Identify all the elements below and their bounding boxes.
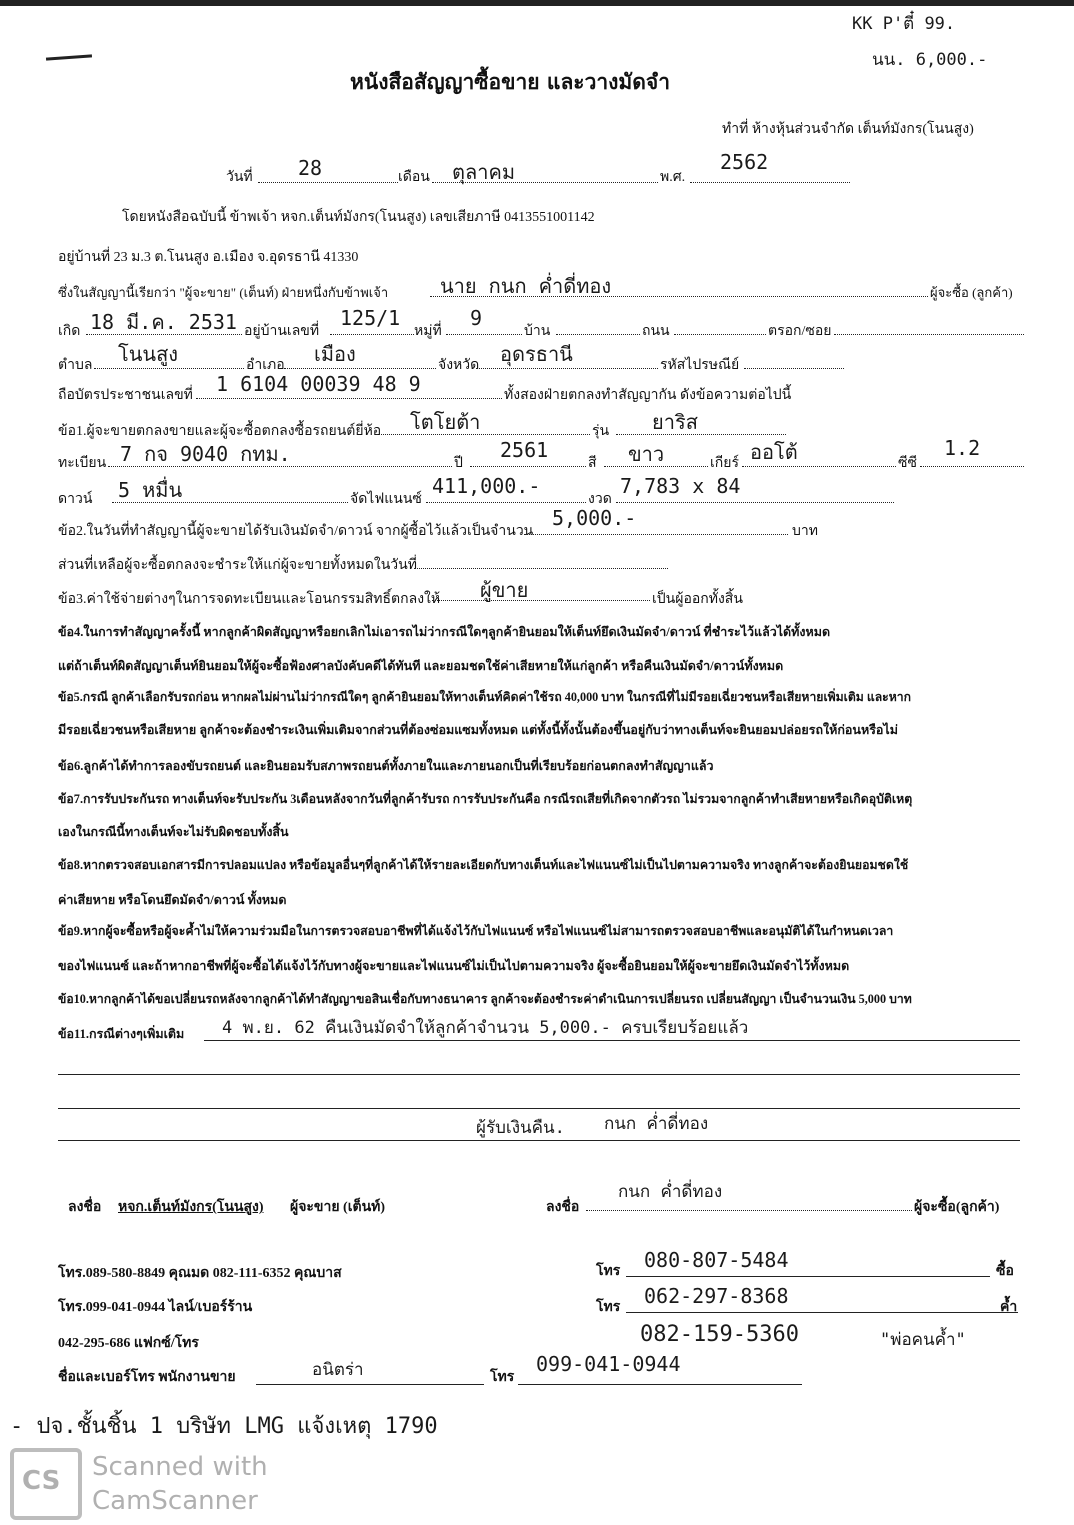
month-value: ตุลาคม bbox=[452, 160, 516, 184]
clause-line: ข้อ10.หากลูกค้าได้ขอเปลี่ยนรถหลังจากลูกค้าได้ทำสัญญาขอสินเชื่อกับทางธนาคาร ลูกค้าจะต้องชำระค่าดำเนินการเปลี่ยนรถ เปลี่ยนสัญญา เป็นจำนวนเงิน 5,000 บาท bbox=[58, 992, 912, 1006]
buyer-signature: กนก ค่ำดี่ทอง bbox=[618, 1182, 723, 1202]
car-install: 7,783 x 84 bbox=[620, 474, 741, 498]
contact-line-2: โทร.099-041-0944 ไลน์/เบอร์ร้าน bbox=[58, 1300, 253, 1315]
color-label: สี bbox=[588, 456, 597, 471]
extra-tel-note: "พ่อคนค้ำ" bbox=[880, 1330, 966, 1350]
buyer-role-label: ผู้จะซื้อ (ลูกค้า) bbox=[930, 285, 1013, 300]
camscanner-logo-icon bbox=[10, 1448, 82, 1520]
idcard-number: 1 6104 00039 48 9 bbox=[216, 372, 421, 396]
amphoe-value: เมือง bbox=[314, 342, 356, 366]
party-label: ซึ่งในสัญญานี้เรียกว่า "ผู้จะขาย" (เต็นท์) ฝ่ายหนึ่งกับข้าพเจ้า bbox=[58, 285, 389, 300]
contact-line-3: 042-295-686 แฟกซ์/โทร bbox=[58, 1336, 199, 1351]
tambon-label: ตำบล bbox=[58, 358, 93, 373]
car-brand: โตโยต้า bbox=[410, 410, 481, 434]
house-label: อยู่บ้านเลขที่ bbox=[244, 324, 320, 339]
car-cc: 1.2 bbox=[944, 436, 981, 460]
extra-tel: 082-159-5360 bbox=[640, 1322, 799, 1347]
clause11-label: ข้อ11.กรณีต่างๆเพิ่มเติม bbox=[58, 1027, 185, 1041]
install-label: งวด bbox=[588, 492, 612, 507]
clause-line: ของไฟแนนซ์ และถ้าหากอาชีพที่ผู้จะซื้อได้แจ้งไว้กับทางผู้จะขายและไฟแนนซ์ไม่เป็นไปตามความจริง ผู้จะซื้อยินยอมให้ผู้จะขายยึดเงินมัดจำไว้ทั้งหมด bbox=[58, 959, 850, 973]
moo-label: หมู่ที่ bbox=[414, 324, 442, 339]
zip-label: รหัสไปรษณีย์ bbox=[660, 358, 740, 373]
buyer-name: นาย กนก ค่ำดี่ทอง bbox=[440, 274, 612, 298]
car-gear: ออโต้ bbox=[750, 440, 798, 464]
year-label-car: ปี bbox=[454, 456, 463, 471]
gear-label: เกียร์ bbox=[710, 456, 739, 471]
idcard-label: ถือบัตรประชาชนเลขที่ bbox=[58, 388, 193, 403]
buyer-tel: 080-807-5484 bbox=[644, 1248, 789, 1272]
salesperson-tel-label: โทร bbox=[490, 1370, 515, 1385]
clause-line: ข้อ7.การรับประกันรถ ทางเต็นท์จะรับประกัน 3เดือนหลังจากวันที่ลูกค้ารับรถ การรับประกันคือ กรณีรถเสียที่เกิดจากตัวรถ ไม่รวมจากลูกค้าทำเสียหายหรือเกิดอุบัติเหตุ bbox=[58, 792, 913, 806]
place-text: ทำที่ ห้างหุ้นส่วนจำกัด เต็นท์มังกร(โนนสูง) bbox=[722, 122, 974, 137]
clause-line: เองในกรณีนี้ทางเต็นท์จะไม่รับผิดชอบทั้งสิ้น bbox=[58, 825, 289, 839]
deposit-amount: 5,000.- bbox=[552, 506, 637, 530]
guar-tel: 062-297-8368 bbox=[644, 1284, 789, 1308]
clause-line: ค่าเสียหาย หรือโดนยึดมัดจำ/ดาวน์ ทั้งหมด bbox=[58, 893, 287, 907]
deposit-unit: บาท bbox=[792, 524, 818, 539]
clause-line: ข้อ8.หากตรวจสอบเอกสารมีการปลอมแปลง หรือข้อมูลอื่นๆที่ลูกค้าได้ให้รายละเอียดกับทางเต็นท์และไฟแนนซ์ไม่เป็นไปตามความจริง ทางลูกค้าจะต้องยินยอมชดใช้ bbox=[58, 858, 909, 872]
clause-line: ข้อ4.ในการทำสัญญาครั้งนี้ หากลูกค้าผิดสัญญาหรือยกเลิกไม่เอารถไม่ว่ากรณีใดๆลูกค้ายินยอมให้เต็นท์ยึดเงินมัดจำ/ดาวน์ ที่ชำระไว้แล้วได้ทั้งหมด bbox=[58, 625, 831, 639]
born-value: 18 มี.ค. 2531 bbox=[90, 310, 237, 334]
cc-label: ซีซี bbox=[898, 456, 918, 471]
finance-label: จัดไฟแนนซ์ bbox=[350, 492, 422, 507]
car-color: ขาว bbox=[628, 442, 665, 466]
scan-edge-mark bbox=[0, 0, 1074, 6]
corner-note-1: KK P'ตี๋ 99. bbox=[852, 14, 956, 34]
amphoe-label: อำเภอ bbox=[246, 358, 285, 373]
seller-sign-name: หจก.เต็นท์มังกร(โนนสูง) bbox=[118, 1200, 264, 1215]
document-title: หนังสือสัญญาซื้อขาย และวางมัดจำ bbox=[350, 69, 671, 94]
moo-value: 9 bbox=[470, 306, 483, 330]
bottom-note: - ปจ.ชั้นชิ้น 1 บริษัท LMG แจ้งเหตุ 1790 bbox=[10, 1414, 438, 1439]
corner-note-2: นน. 6,000.- bbox=[872, 50, 988, 70]
car-plate: 7 กจ 9040 กทม. bbox=[120, 442, 291, 466]
salesperson-name: อนิตร่า bbox=[312, 1360, 364, 1380]
born-label: เกิด bbox=[58, 324, 81, 339]
car-down: 5 หมื่น bbox=[118, 478, 183, 502]
clause11-note: 4 พ.ย. 62 คืนเงินมัดจำให้ลูกค้าจำนวน 5,000.- ครบเรียบร้อยแล้ว bbox=[222, 1018, 749, 1038]
buyer-sign-label: ลงชื่อ bbox=[546, 1200, 580, 1215]
road-label: ถนน bbox=[642, 324, 670, 339]
clause2-text: ข้อ2.ในวันที่ทำสัญญานี้ผู้จะขายได้รับเงินมัดจำ/ดาวน์ จากผู้ซื้อไว้แล้วเป็นจำนวน bbox=[58, 524, 534, 539]
seller-sign-label: ลงชื่อ bbox=[68, 1200, 102, 1215]
province-value: อุดรธานี bbox=[500, 342, 573, 366]
buyer-tel-suffix: ซื้อ bbox=[996, 1264, 1014, 1279]
clause3-tail: เป็นผู้ออกทั้งสิ้น bbox=[652, 592, 743, 607]
plate-label: ทะเบียน bbox=[58, 456, 107, 471]
receiver-signature: กนก ค่ำดี่ทอง bbox=[604, 1114, 709, 1134]
car-model: ยาริส bbox=[652, 410, 698, 434]
dash-mark bbox=[46, 54, 92, 60]
buyer-role: ผู้จะซื้อ(ลูกค้า) bbox=[914, 1200, 1000, 1215]
village-label: บ้าน bbox=[524, 324, 551, 339]
clause-line: ข้อ5.กรณี ลูกค้าเลือกรับรถก่อน หากผลไม่ผ่านไม่ว่ากรณีใดๆ ลูกค้ายินยอมให้ทางเต็นท์คิดค่าใช้รถ 40,000 บาท ในกรณีที่ไม่มีรอยเฉี่ยวชนหรือเสียหายเพิ่มเติม และหาก bbox=[58, 690, 911, 704]
year-value: 2562 bbox=[720, 150, 769, 174]
clause-line: มีรอยเฉี่ยวชนหรือเสียหาย ลูกค้าจะต้องชำระเงินเพิ่มเติมจากส่วนที่ต้องซ่อมแซมทั้งหมด แต่ทั้งนี้ทั้งนั้นต้องขึ้นอยู่กับว่าทางเต็นท์จะยินยอมปล่อยรถให้ก่อนหรือไม่ bbox=[58, 723, 898, 737]
guar-tel-suffix: ค้ำ bbox=[1000, 1300, 1018, 1315]
day-label: วันที่ bbox=[226, 170, 253, 185]
intro-line-2: อยู่บ้านที่ 23 ม.3 ต.โนนสูง อ.เมือง จ.อุดรธานี 41330 bbox=[58, 250, 359, 265]
camscanner-logo-letters: CS bbox=[22, 1466, 61, 1496]
clause-line: ข้อ9.หากผู้จะซื้อหรือผู้จะค้ำไม่ให้ความร่วมมือในการตรวจสอบอาชีพที่ได้แจ้งไว้กับไฟแนนซ์ หรือไฟแนนซ์ไม่สามารถตรวจสอบอาชีพและอนุมัติได้ในกำหนดเวลา bbox=[58, 924, 894, 938]
clause3-text: ข้อ3.ค่าใช้จ่ายต่างๆในการจดทะเบียนและโอนกรรมสิทธิ์ตกลงให้ bbox=[58, 592, 441, 607]
seller-role: ผู้จะขาย (เต็นท์) bbox=[290, 1200, 386, 1215]
month-label: เดือน bbox=[398, 170, 430, 185]
receiver-label: ผู้รับเงินคืน. bbox=[476, 1118, 565, 1138]
down-label: ดาวน์ bbox=[58, 492, 93, 507]
soi-label: ตรอก/ซอย bbox=[768, 324, 832, 339]
model-label: รุ่น bbox=[592, 424, 610, 439]
year-label: พ.ศ. bbox=[660, 170, 686, 185]
clause-line: ข้อ6.ลูกค้าได้ทำการลองขับรถยนต์ และยินยอมรับสภาพรถยนต์ทั้งภายในและภายนอกเป็นที่เรียบร้อยก่อนตกลงทำสัญญาแล้ว bbox=[58, 759, 714, 773]
car-year: 2561 bbox=[500, 438, 549, 462]
contact-line-1: โทร.089-580-8849 คุณมด 082-111-6352 คุณบาส bbox=[58, 1266, 342, 1281]
watermark-line-1: Scanned with bbox=[92, 1452, 268, 1482]
watermark-line-2: CamScanner bbox=[92, 1486, 258, 1516]
idcard-tail: ทั้งสองฝ่ายตกลงทำสัญญากัน ดังข้อความต่อไปนี้ bbox=[504, 388, 792, 403]
salesperson-label: ชื่อและเบอร์โทร พนักงานขาย bbox=[58, 1370, 236, 1385]
clause1-text: ข้อ1.ผู้จะขายตกลงขายและผู้จะซื้อตกลงซื้อรถยนต์ยี่ห้อ bbox=[58, 424, 382, 439]
clause-line: แต่ถ้าเต็นท์ผิดสัญญาเต็นท์ยินยอมให้ผู้จะซื้อฟ้องศาลบังคับคดีได้ทันที และยอมชดใช้ค่าเสียหายให้แก่ลูกค้า หรือคืนเงินมัดจำ/ดาวน์ทั้งหมด bbox=[58, 659, 784, 673]
buyer-tel-label: โทร bbox=[596, 1264, 621, 1279]
day-value: 28 bbox=[298, 156, 323, 180]
tambon-value: โนนสูง bbox=[118, 342, 179, 366]
remain-text: ส่วนที่เหลือผู้จะซื้อตกลงจะชำระให้แก่ผู้จะขายทั้งหมดในวันที่ bbox=[58, 558, 417, 573]
intro-line-1: โดยหนังสือฉบับนี้ ข้าพเจ้า หจก.เต็นท์มังกร(โนนสูง) เลขเสียภาษี 0413551001142 bbox=[122, 210, 595, 225]
car-finance: 411,000.- bbox=[432, 474, 541, 498]
clause3-who: ผู้ขาย bbox=[480, 578, 529, 602]
guar-tel-label: โทร bbox=[596, 1300, 621, 1315]
house-value: 125/1 bbox=[340, 306, 401, 330]
province-label: จังหวัด bbox=[438, 358, 480, 373]
salesperson-tel: 099-041-0944 bbox=[536, 1352, 681, 1376]
